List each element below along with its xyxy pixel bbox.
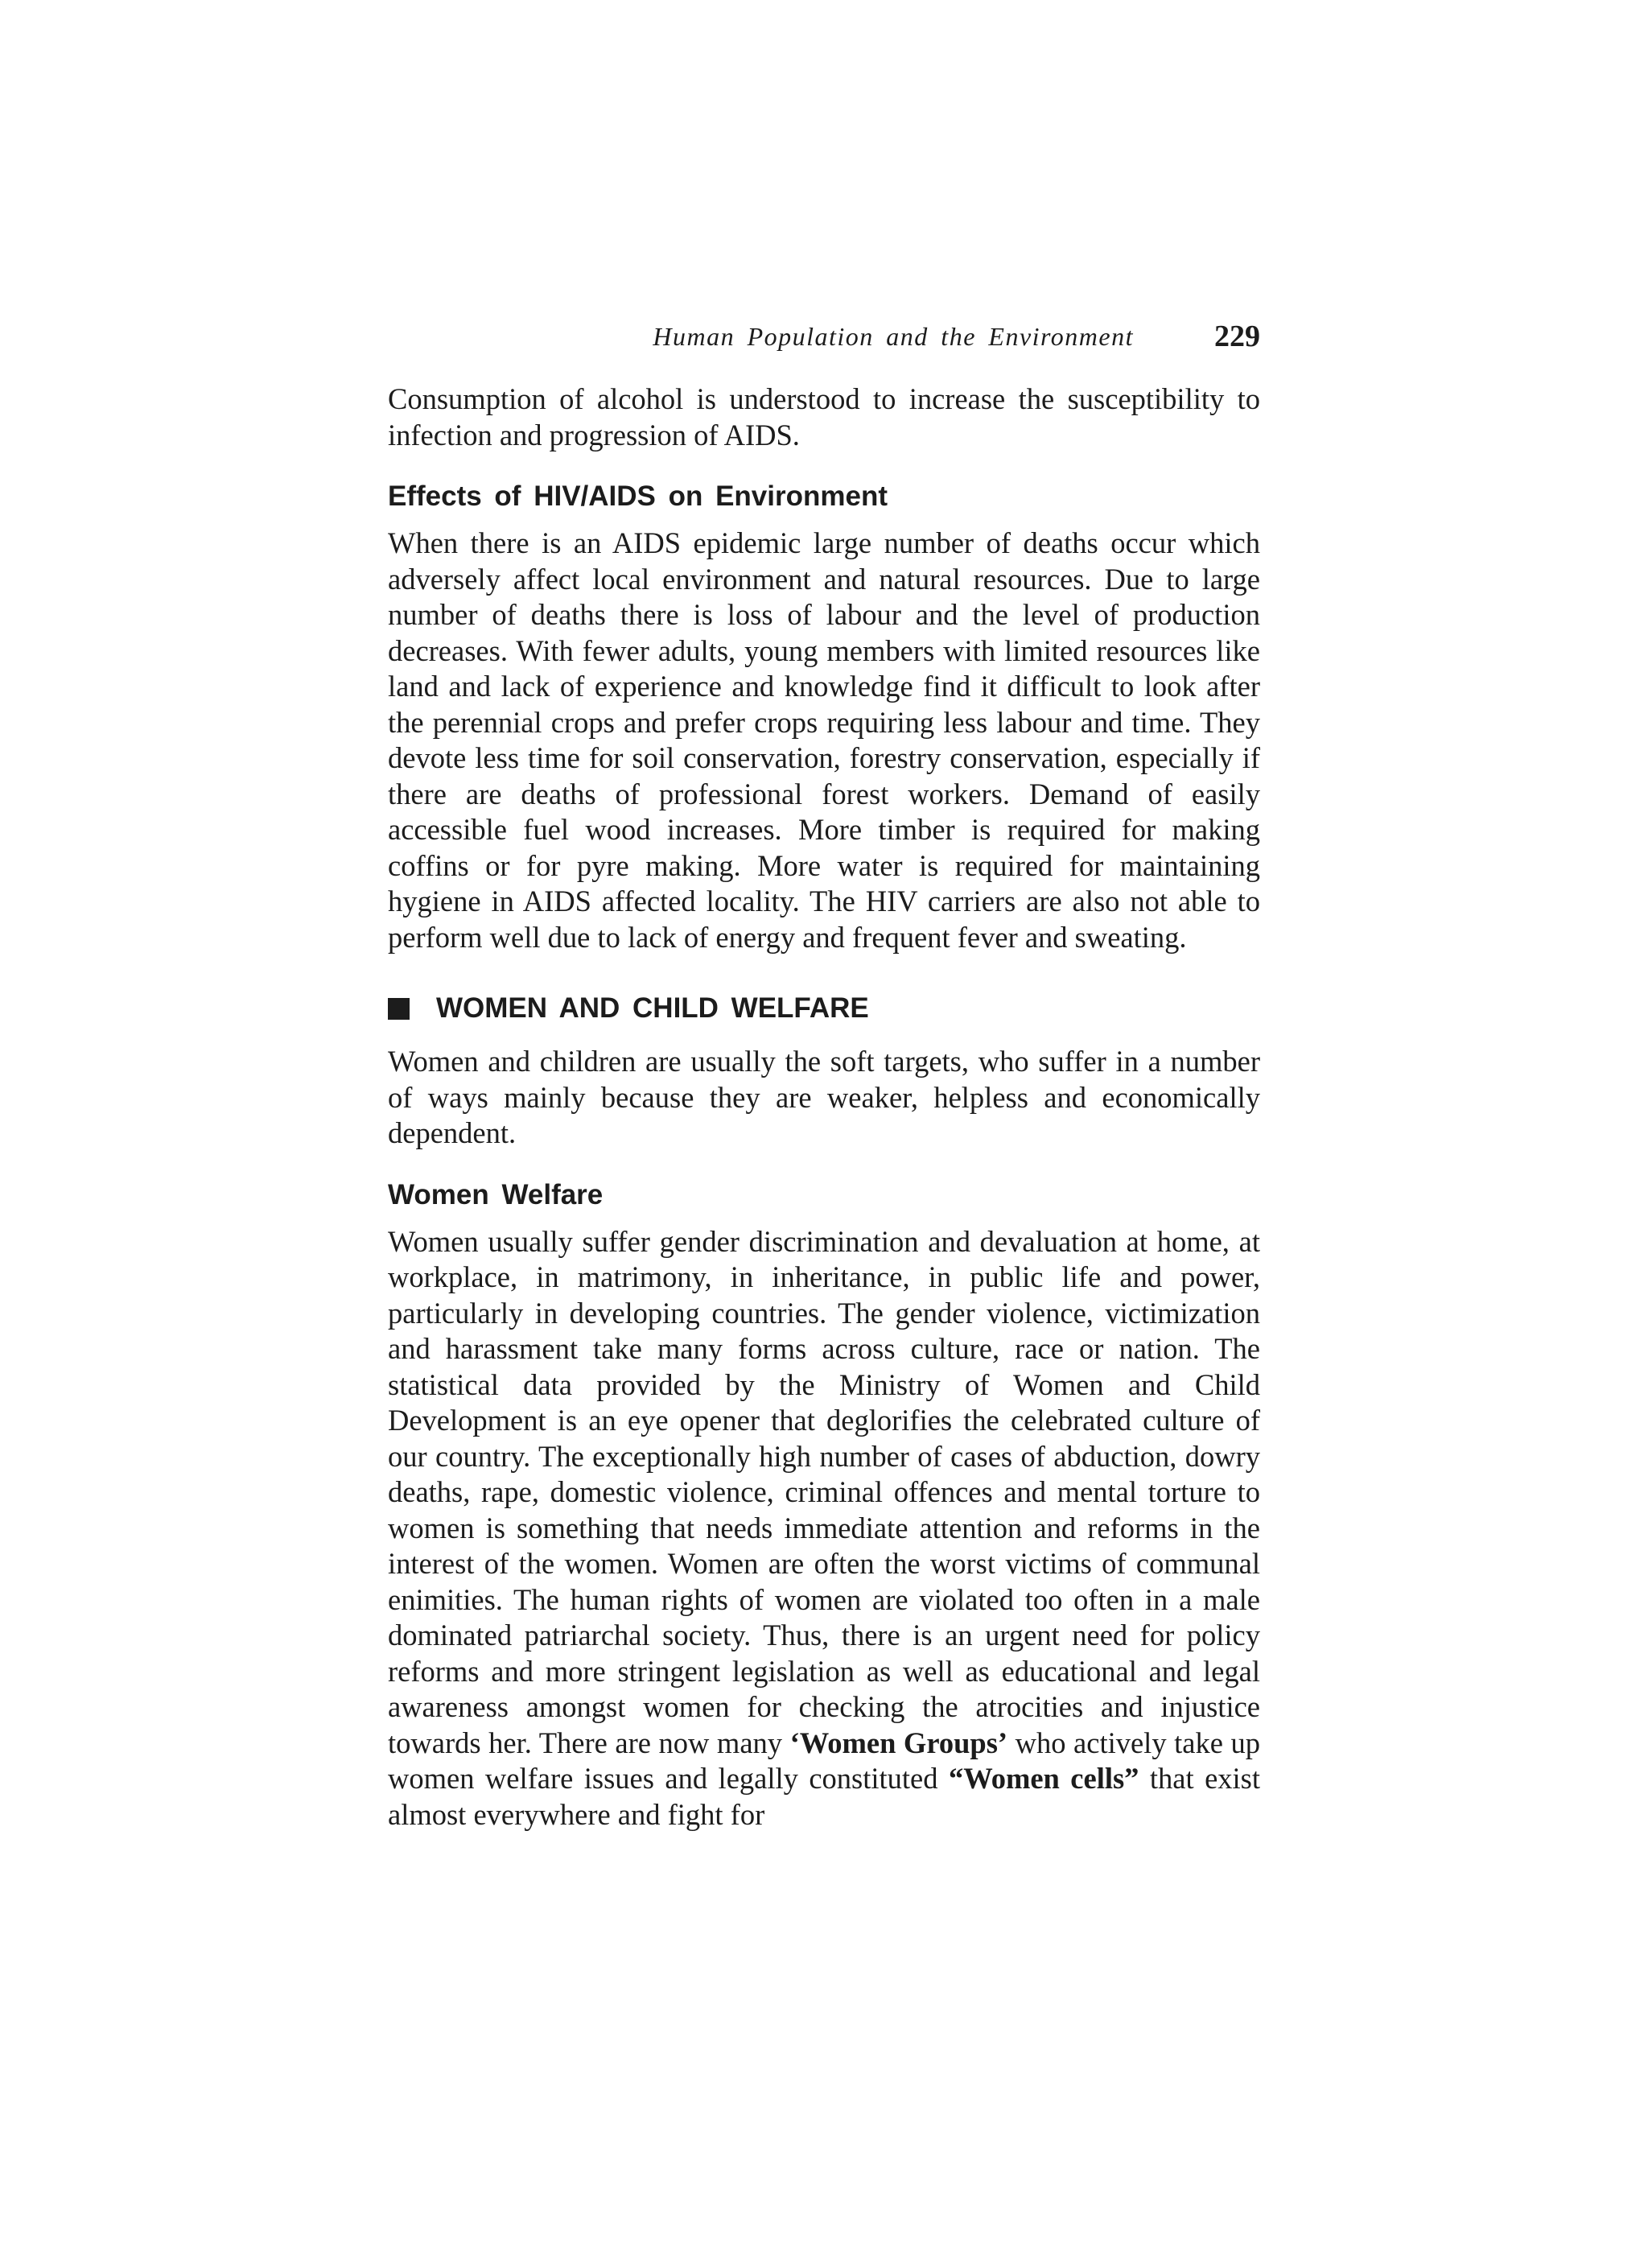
women-cells-term: “Women cells” (948, 1762, 1139, 1795)
running-head (388, 319, 1260, 359)
women-welfare-heading: Women Welfare (388, 1178, 604, 1210)
women-children-paragraph: Women and children are usually the soft targets, who suffer in a number of ways mainly because they are weaker, helpless and economically dependent. (388, 1045, 1260, 1149)
running-title: Human Population and the Environment (653, 322, 1134, 351)
intro-paragraph: Consumption of alcohol is understood to increase the susceptibility to infection and progression of AIDS. (388, 382, 1260, 452)
effects-paragraph: When there is an AIDS epidemic large number of deaths occur which adversely affect local environment and natural resources. Due to large number of deaths there is loss of labour and the level of production decreases. With fewer adults, young members with limited resources like land and lack of experience and knowledge find it difficult to look after the perennial crops and prefer crops requiring less labour and time. They devote less time for soil conservation, forestry conservation, especially if there are deaths of professional forest workers. Demand of easily accessible fuel wood increases. More timber is required for making coffins or for pyre making. More water is required for maintaining hygiene in AIDS affected locality. The HIV carriers are also not able to perform well due to lack of energy and frequent fever and sweating. (388, 526, 1260, 954)
women-groups-term: ‘Women Groups’ (789, 1726, 1008, 1759)
square-bullet-icon (388, 998, 410, 1020)
women-welfare-text-2: who actively take up women welfare issues and legally constituted (388, 1726, 1260, 1795)
women-welfare-text-1: Women usually suffer gender discrimination and devaluation at home, at workplace, in matrimony, in inheritance, in public life and power, particularly in developing countries. The gender violence, victimization and harassment take many forms across culture, race or nation. The statistical data provided by the Ministry of Women and Child Development is an eye opener that deglorifies the celebrated culture of our country. The exceptionally high number of cases of abduction, dowry deaths, rape, domestic violence, criminal offences and mental torture to women is something that needs immediate attention and reforms in the interest of the women. Women are often the worst victims of communal enimities. The human rights of women are violated too often in a male dominated patriarchal society. Thus, there is an urgent need for policy reforms and more stringent legislation as well as educational and legal awareness amongst women for checking the atrocities and injustice towards her. There are now many (388, 1224, 1260, 1759)
section-heading (388, 991, 1260, 1026)
page-number: 229 (1214, 320, 1260, 353)
women-welfare-paragraph (388, 1224, 1260, 1833)
effects-heading: Effects of HIV/AIDS on Environment (388, 480, 888, 512)
page-content (388, 381, 1260, 1833)
women-welfare-text-3: that exist almost everywhere and fight for (388, 1762, 1261, 1831)
section-heading-text: WOMEN AND CHILD WELFARE (436, 992, 869, 1024)
